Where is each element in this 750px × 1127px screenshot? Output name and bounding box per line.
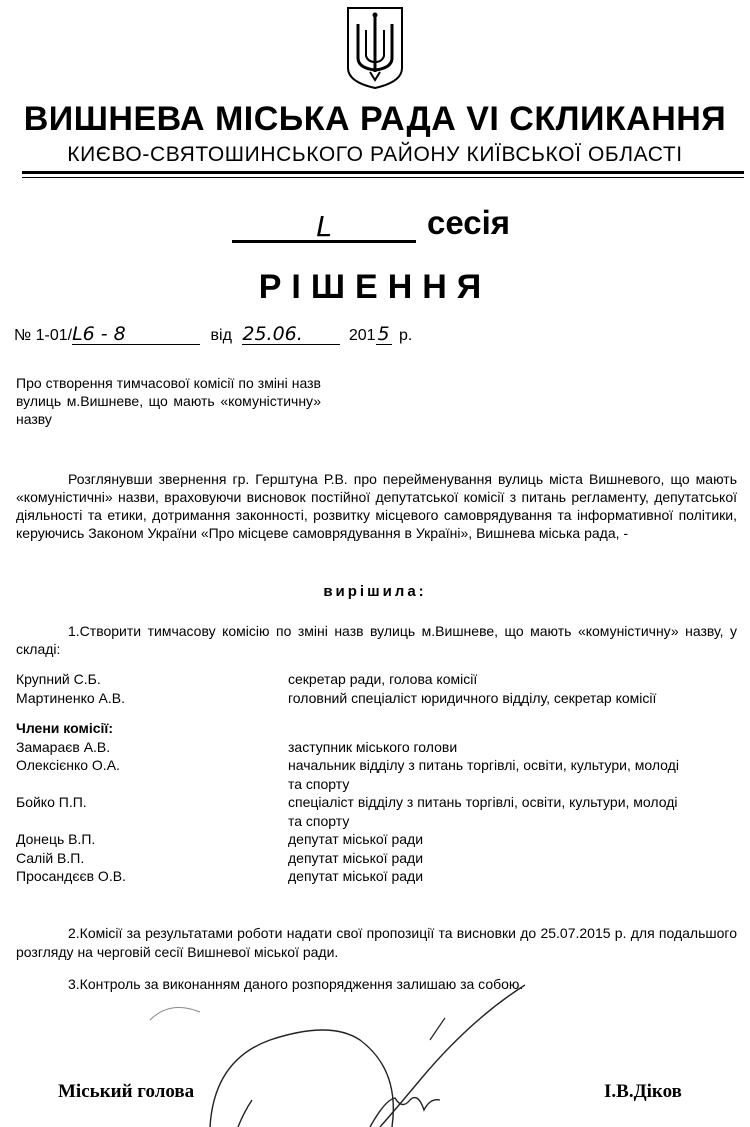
point-2: 2.Комісії за результатами роботи надати свої пропозиції та висновки до 25.07.2015 р. для подальшого розгляду на черговій сесії Вишневої міської ради. [16,925,737,960]
decision-number: L6 - 8 [72,324,200,345]
list-item [16,867,737,886]
preamble-paragraph: Розглянувши звернення гр. Герштуна Р.В. про перейменування вулиць міста Вишневого, що мають «комуністичні» назви, враховуючи висновок постійної депутатської комісії з питань регламенту, депутатської діяльності та етики, дотримання законності, розвитку місцевого самоврядування та інформативної політики, керуючись Законом України «Про місцеве самоврядування в Україні», Вишнева міська рада, - [16,471,737,541]
list-item [16,849,737,868]
year-digit: 5 [377,323,390,345]
year-suffix: р. [398,327,413,344]
member-role: головний спеціаліст юридичного відділу, секретар комісії [288,689,657,706]
council-title: ВИШНЕВА МІСЬКА РАДА VI СКЛИКАННЯ [23,100,727,138]
decision-number-line [14,324,412,348]
member-name: Донець В.П. [16,831,96,847]
member-name: Просандєєв О.В. [16,868,126,884]
commission-list [16,670,737,886]
member-role: секретар ради, голова комісії [288,671,478,687]
point-1: 1.Створити тимчасову комісію по зміні назв вулиць м.Вишневе, що мають «комуністичну» назву, у складі: [16,623,737,657]
from-label: від [210,327,232,344]
session-number: L [232,214,416,243]
point-3: 3.Контроль за виконанням даного розпорядження залишаю за собою. [68,976,524,992]
member-role: заступник міського голови [288,738,458,755]
signatory-name: І.В.Діков [604,1081,682,1102]
list-item [16,756,737,793]
member-name: Салій В.П. [16,849,85,866]
number-prefix: № 1-01/ [14,327,73,344]
member-name: Мартиненко А.В. [16,689,125,706]
member-role: начальник відділу з питань торгівлі, освіти, культури, молоді та спорту [288,757,679,792]
list-item [16,689,737,708]
document-type: РІШЕННЯ [258,268,492,306]
signatory-position: Міський голова [58,1081,195,1102]
member-name: Бойко П.П. [16,794,87,810]
coat-of-arms-trident-icon [346,6,404,90]
list-item [16,738,737,757]
decision-date: 25.06. [242,324,340,345]
member-name: Крупний С.Б. [16,671,101,687]
year-prefix: 201 [348,327,376,344]
member-role: спеціаліст відділу з питань торгівлі, освіти, культури, молоді та спорту [288,794,678,829]
decision-subject: Про створення тимчасової комісії по зміні назв вулиць м.Вишневе, що мають «комуністичну» назву [16,375,321,427]
list-item [16,830,737,849]
list-item [16,793,737,830]
member-role: депутат міської ради [288,868,424,884]
member-name: Замараєв А.В. [16,738,111,755]
member-role: депутат міської ради [288,831,424,847]
members-header: Члени комісії: [16,720,113,736]
member-role: депутат міської ради [288,849,424,866]
council-subtitle: КИЄВО-СВЯТОШИНСЬКОГО РАЙОНУ КИЇВСЬКОЇ ОБЛАСТІ [67,143,683,166]
list-item [16,670,737,689]
header-rule-thick [22,171,744,174]
member-name: Олексієнко О.А. [16,757,120,773]
header-rule-thin [22,177,744,178]
session-label: сесія [427,204,511,241]
decided-heading: вирішила: [323,583,427,600]
